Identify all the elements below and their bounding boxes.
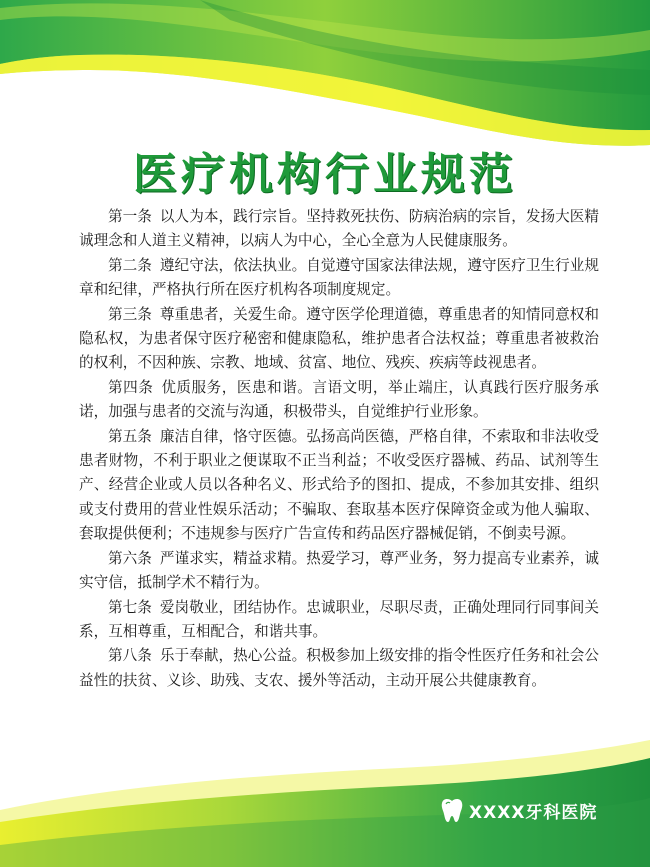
article-text: 爱岗敬业，团结协作。忠诚职业，尽职尽责，正确处理同行同事间关系，互相尊重，互相配合，和谐共事。 (79, 598, 599, 640)
article-text: 尊重患者，关爱生命。遵守医学伦理道德，尊重患者的知情同意权和隐私权，为患者保守医疗秘密和健康隐私，维护患者合法权益；尊重患者被救治的权利，不因种族、宗教、地域、贫富、地位、残疾、疾病等歧视患者。 (79, 305, 599, 372)
articles-body (79, 205, 599, 693)
article-number: 第二条 (108, 256, 152, 274)
article-number: 第七条 (108, 598, 152, 616)
article-4 (79, 376, 599, 425)
article-text: 严谨求实，精益求精。热爱学习，尊严业务，努力提高专业素养，诚实守信，抵制学术不精行为。 (79, 549, 599, 592)
article-text: 乐于奉献，热心公益。积极参加上级安排的指令性医疗任务和社会公益性的扶贫、义诊、助残、支农、援外等活动，主动开展公共健康教育。 (79, 647, 599, 689)
article-2 (79, 254, 599, 303)
hospital-brand (440, 797, 597, 823)
article-8 (79, 644, 599, 693)
tooth-icon (440, 797, 464, 823)
brand-name: XXXX牙科医院 (469, 802, 598, 823)
article-number: 第五条 (108, 427, 152, 445)
article-number: 第八条 (108, 647, 152, 665)
article-text: 廉洁自律，恪守医德。弘扬高尚医德，严格自律，不索取和非法收受患者财物，不利于职业之便谋取不正当利益；不收受医疗器械、药品、试剂等生产、经营企业或人员以各种名义、形式给予的图扣、提成，不参加其安排、组织或支付费用的营业性娱乐活动；不骗取、套取基本医疗保障资金或为他人骗取、套取提供便利；不违规参与医疗广告宣传和药品医疗器械促销，不倒卖号源。 (79, 427, 599, 543)
article-3 (79, 303, 599, 376)
article-number: 第六条 (108, 549, 152, 567)
article-5 (79, 425, 599, 547)
article-text: 遵纪守法，依法执业。自觉遵守国家法律法规，遵守医疗卫生行业规章和纪律，严格执行所在医疗机构各项制度规定。 (79, 256, 599, 299)
article-number: 第三条 (108, 305, 152, 323)
article-text: 优质服务，医患和谐。言语文明，举止端庄，认真践行医疗服务承诺，加强与患者的交流与沟通，积极带头，自觉维护行业形象。 (79, 378, 599, 421)
article-number: 第一条 (108, 208, 152, 225)
article-text: 以人为本，践行宗旨。坚持救死扶伤、防病治病的宗旨，发扬大医精诚理念和人道主义精神，以病人为中心，全心全意为人民健康服务。 (79, 208, 599, 250)
article-7 (79, 596, 599, 645)
top-wave-decoration (0, 0, 650, 160)
page-title: 医疗机构行业规范 (133, 149, 517, 200)
article-6 (79, 547, 599, 596)
article-number: 第四条 (108, 378, 154, 396)
article-1 (79, 205, 599, 254)
